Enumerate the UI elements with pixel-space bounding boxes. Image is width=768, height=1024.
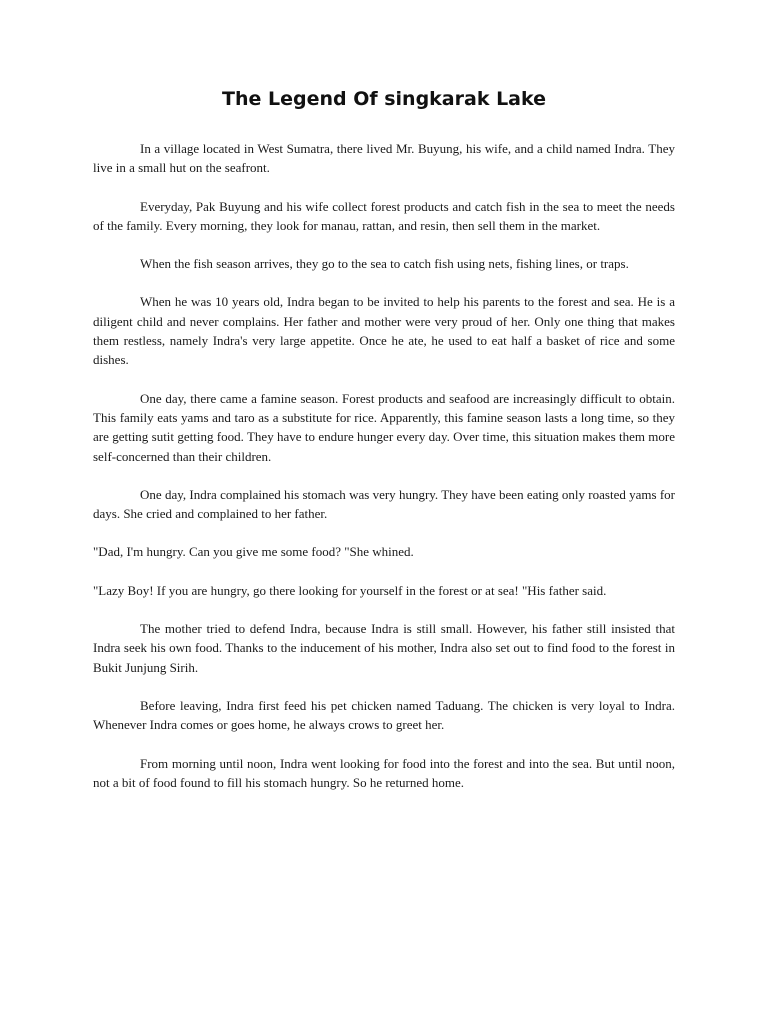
paragraph-fish-season: When the fish season arrives, they go to the sea to catch fish using nets, fishing lines, or traps. <box>140 256 629 272</box>
paragraph-dialogue-indra: "Dad, I'm hungry. Can you give me some food? "She whined. <box>93 544 414 560</box>
paragraph-famine: One day, there came a famine season. Forest products and seafood are increasingly difficult to obtain. This family eats yams and taro as a substitute for rice. Apparently, this famine season lasts a long time, so they are getting sutit getting food. They have to endure hunger every day. Over time, this situation makes them more self-concerned than their children. <box>93 390 675 464</box>
paragraph-indra-hungry: One day, Indra complained his stomach was very hungry. They have been eating only roasted yams for days. She cried and complained to her father. <box>93 486 675 522</box>
document-page <box>93 86 675 811</box>
paragraph-intro: In a village located in West Sumatra, there lived Mr. Buyung, his wife, and a child named Indra. They live in a small hut on the seafront. <box>93 141 675 176</box>
paragraph-dialogue-father: "Lazy Boy! If you are hungry, go there looking for yourself in the forest or at sea! "His father said. <box>93 582 607 598</box>
paragraph-chicken-taduang: Before leaving, Indra first feed his pet chicken named Taduang. The chicken is very loyal to Indra. Whenever Indra comes or goes home, he always crows to greet her. <box>93 697 675 733</box>
document-title: The Legend Of singkarak Lake <box>221 88 547 110</box>
paragraph-indra-appetite: When he was 10 years old, Indra began to be invited to help his parents to the forest and sea. He is a diligent child and never complains. Her father and mother were very proud of her. Only one thing that makes them restless, namely Indra's very large appetite. Once he ate, he used to eat half a basket of rice and some dishes. <box>93 294 675 368</box>
paragraph-daily-work: Everyday, Pak Buyung and his wife collect forest products and catch fish in the sea to meet the needs of the family. Every morning, they look for manau, rattan, and resin, then sell them in the market. <box>93 198 675 233</box>
paragraph-search-food: From morning until noon, Indra went looking for food into the forest and into the sea. But until noon, not a bit of food found to fill his stomach hungry. So he returned home. <box>93 755 675 790</box>
paragraph-mother-defends: The mother tried to defend Indra, because Indra is still small. However, his father still insisted that Indra seek his own food. Thanks to the inducement of his mother, Indra also set out to find food to the forest in Bukit Junjung Sirih. <box>93 621 675 675</box>
